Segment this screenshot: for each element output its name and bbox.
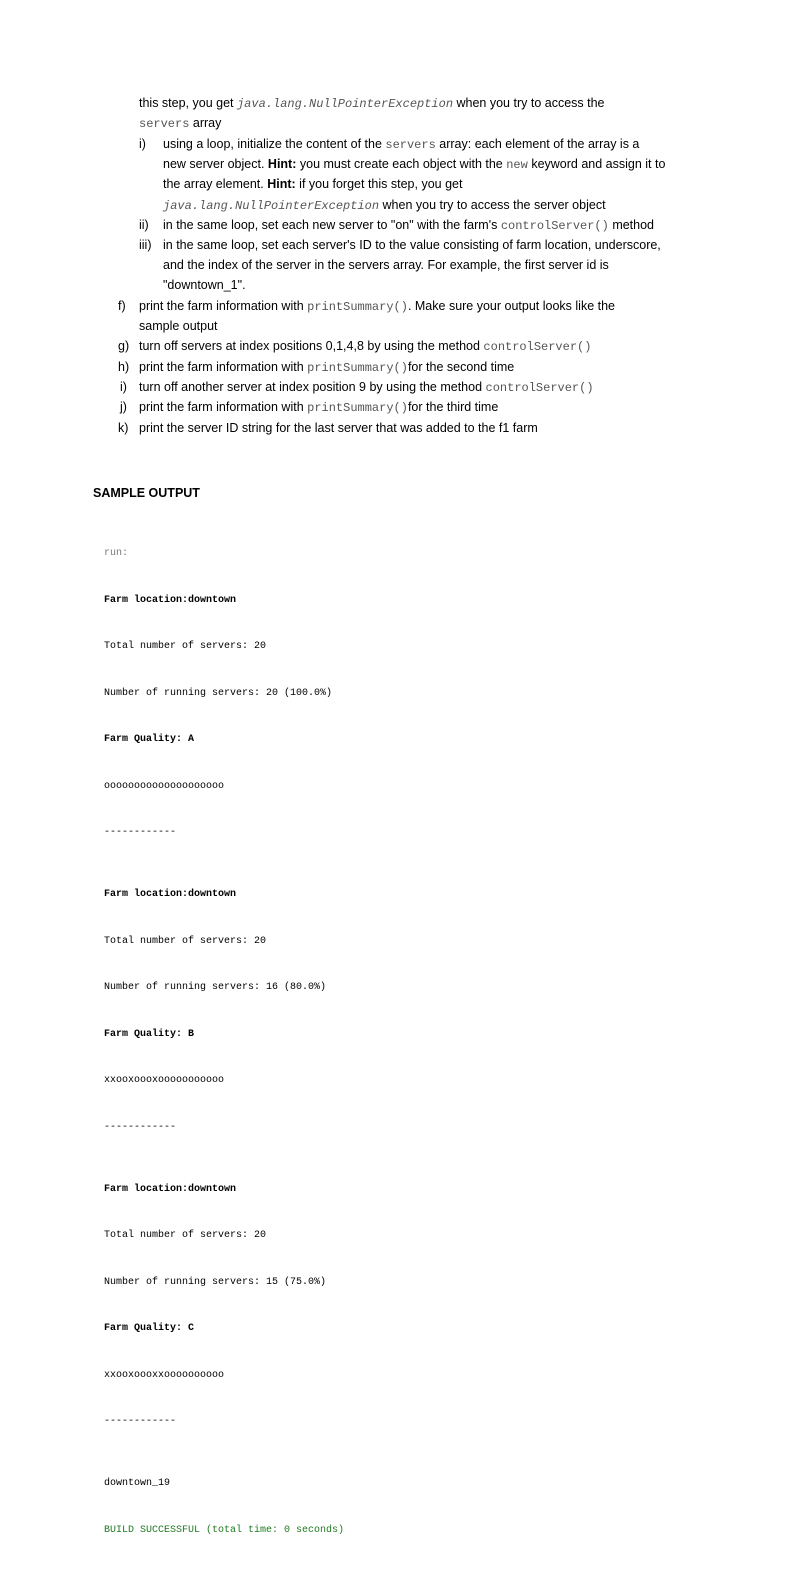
intro-line-2 bbox=[139, 113, 221, 133]
intro-line-1 bbox=[139, 93, 605, 113]
code-control-server: controlServer() bbox=[500, 219, 609, 233]
text: the array element. bbox=[163, 177, 268, 191]
output-farm-location: Farm location:downtown bbox=[104, 1183, 237, 1195]
text: print the farm information with bbox=[139, 299, 308, 313]
intro-text: this step, you get bbox=[139, 96, 237, 110]
text: if you forget this step, you get bbox=[295, 177, 463, 191]
output-farm-quality: Farm Quality: B bbox=[104, 1028, 195, 1040]
code-print-summary: printSummary() bbox=[307, 401, 408, 415]
text: print the farm information with bbox=[139, 400, 308, 414]
text: for the third time bbox=[407, 400, 499, 414]
text: turn off servers at index positions 0,1,4,8 by using the method bbox=[139, 339, 484, 353]
code-control-server: controlServer() bbox=[483, 340, 592, 354]
text: for the second time bbox=[407, 360, 515, 374]
code-null-pointer: java.lang.NullPointerException bbox=[236, 97, 454, 111]
item-i-marker: i) bbox=[120, 380, 127, 394]
output-server-states: xxooxoooxxoooooooooo bbox=[104, 1369, 225, 1381]
text: when you try to access the server object bbox=[379, 198, 606, 212]
sub-item-iii-marker: iii) bbox=[139, 238, 152, 252]
output-total-servers: Total number of servers: 20 bbox=[104, 1230, 267, 1241]
item-h-marker: h) bbox=[118, 360, 130, 374]
text: . Make sure your output looks like the bbox=[407, 299, 616, 313]
sample-output-console bbox=[104, 515, 344, 1569]
item-k-line: print the server ID string for the last server that was added to the f1 farm bbox=[139, 421, 538, 435]
output-build-status: BUILD SUCCESSFUL (total time: 0 seconds) bbox=[104, 1524, 345, 1536]
output-separator: ------------ bbox=[104, 1121, 177, 1133]
output-total-servers: Total number of servers: 20 bbox=[104, 935, 267, 947]
item-g-marker: g) bbox=[118, 339, 130, 353]
output-total-servers: Total number of servers: 20 bbox=[104, 641, 267, 652]
output-running-servers: Number of running servers: 16 (80.0%) bbox=[104, 982, 327, 993]
output-separator: ------------ bbox=[104, 827, 177, 838]
sub-item-ii-line-1 bbox=[163, 215, 654, 235]
code-new: new bbox=[506, 158, 528, 172]
code-print-summary: printSummary() bbox=[307, 361, 408, 375]
sub-item-iii-line-1: in the same loop, set each server's ID to the value consisting of farm location, underscore, bbox=[163, 238, 661, 252]
output-farm-location: Farm location:downtown bbox=[104, 889, 237, 900]
item-g-line bbox=[139, 336, 591, 356]
output-running-servers: Number of running servers: 20 (100.0%) bbox=[104, 687, 333, 699]
sample-output-heading: SAMPLE OUTPUT bbox=[93, 486, 200, 500]
intro-text: when you try to access the bbox=[453, 96, 605, 110]
item-h-line bbox=[139, 357, 514, 377]
item-f-line-1 bbox=[139, 296, 615, 316]
sub-item-i-line-1 bbox=[163, 134, 639, 154]
sub-item-i-line-4 bbox=[163, 195, 606, 215]
sub-item-iii-line-3: "downtown_1". bbox=[163, 278, 246, 292]
text: you must create each object with the bbox=[296, 157, 507, 171]
output-farm-quality: Farm Quality: A bbox=[104, 734, 195, 745]
intro-text: array bbox=[189, 116, 222, 130]
item-f-marker: f) bbox=[118, 299, 126, 313]
sub-item-i-line-3 bbox=[163, 174, 462, 194]
sub-item-ii-marker: ii) bbox=[139, 218, 149, 232]
item-j-line bbox=[139, 397, 498, 417]
item-j-marker: j) bbox=[120, 400, 127, 414]
sub-item-i-marker: i) bbox=[139, 137, 146, 151]
hint-label: Hint: bbox=[267, 157, 297, 171]
output-server-states: xxooxoooxooooooooooo bbox=[104, 1075, 225, 1086]
output-run-line: run: bbox=[104, 548, 129, 559]
hint-label: Hint: bbox=[267, 177, 296, 191]
text: using a loop, initialize the content of the bbox=[163, 137, 386, 151]
text: in the same loop, set each new server to "on" with the farm's bbox=[163, 218, 501, 232]
item-f-line-2: sample output bbox=[139, 319, 218, 333]
output-farm-quality: Farm Quality: C bbox=[104, 1323, 195, 1334]
code-null-pointer: java.lang.NullPointerException bbox=[163, 199, 380, 213]
text: new server object. bbox=[163, 157, 268, 171]
sub-item-i-line-2 bbox=[163, 154, 665, 174]
output-last-server-id: downtown_19 bbox=[104, 1478, 171, 1489]
output-running-servers: Number of running servers: 15 (75.0%) bbox=[104, 1276, 327, 1288]
code-servers: servers bbox=[385, 138, 436, 152]
text: turn off another server at index position 9 by using the method bbox=[139, 380, 486, 394]
text: method bbox=[608, 218, 655, 232]
text: keyword and assign it to bbox=[527, 157, 666, 171]
code-control-server: controlServer() bbox=[485, 381, 594, 395]
item-i-line bbox=[139, 377, 594, 397]
output-server-states: oooooooooooooooooooo bbox=[104, 780, 225, 792]
text: array: each element of the array is a bbox=[435, 137, 640, 151]
code-servers: servers bbox=[139, 117, 190, 131]
code-print-summary: printSummary() bbox=[307, 300, 408, 314]
item-k-marker: k) bbox=[118, 421, 129, 435]
text: print the farm information with bbox=[139, 360, 308, 374]
output-farm-location: Farm location:downtown bbox=[104, 594, 237, 606]
output-separator: ------------ bbox=[104, 1416, 177, 1427]
sub-item-iii-line-2: and the index of the server in the servers array. For example, the first server id is bbox=[163, 258, 609, 272]
